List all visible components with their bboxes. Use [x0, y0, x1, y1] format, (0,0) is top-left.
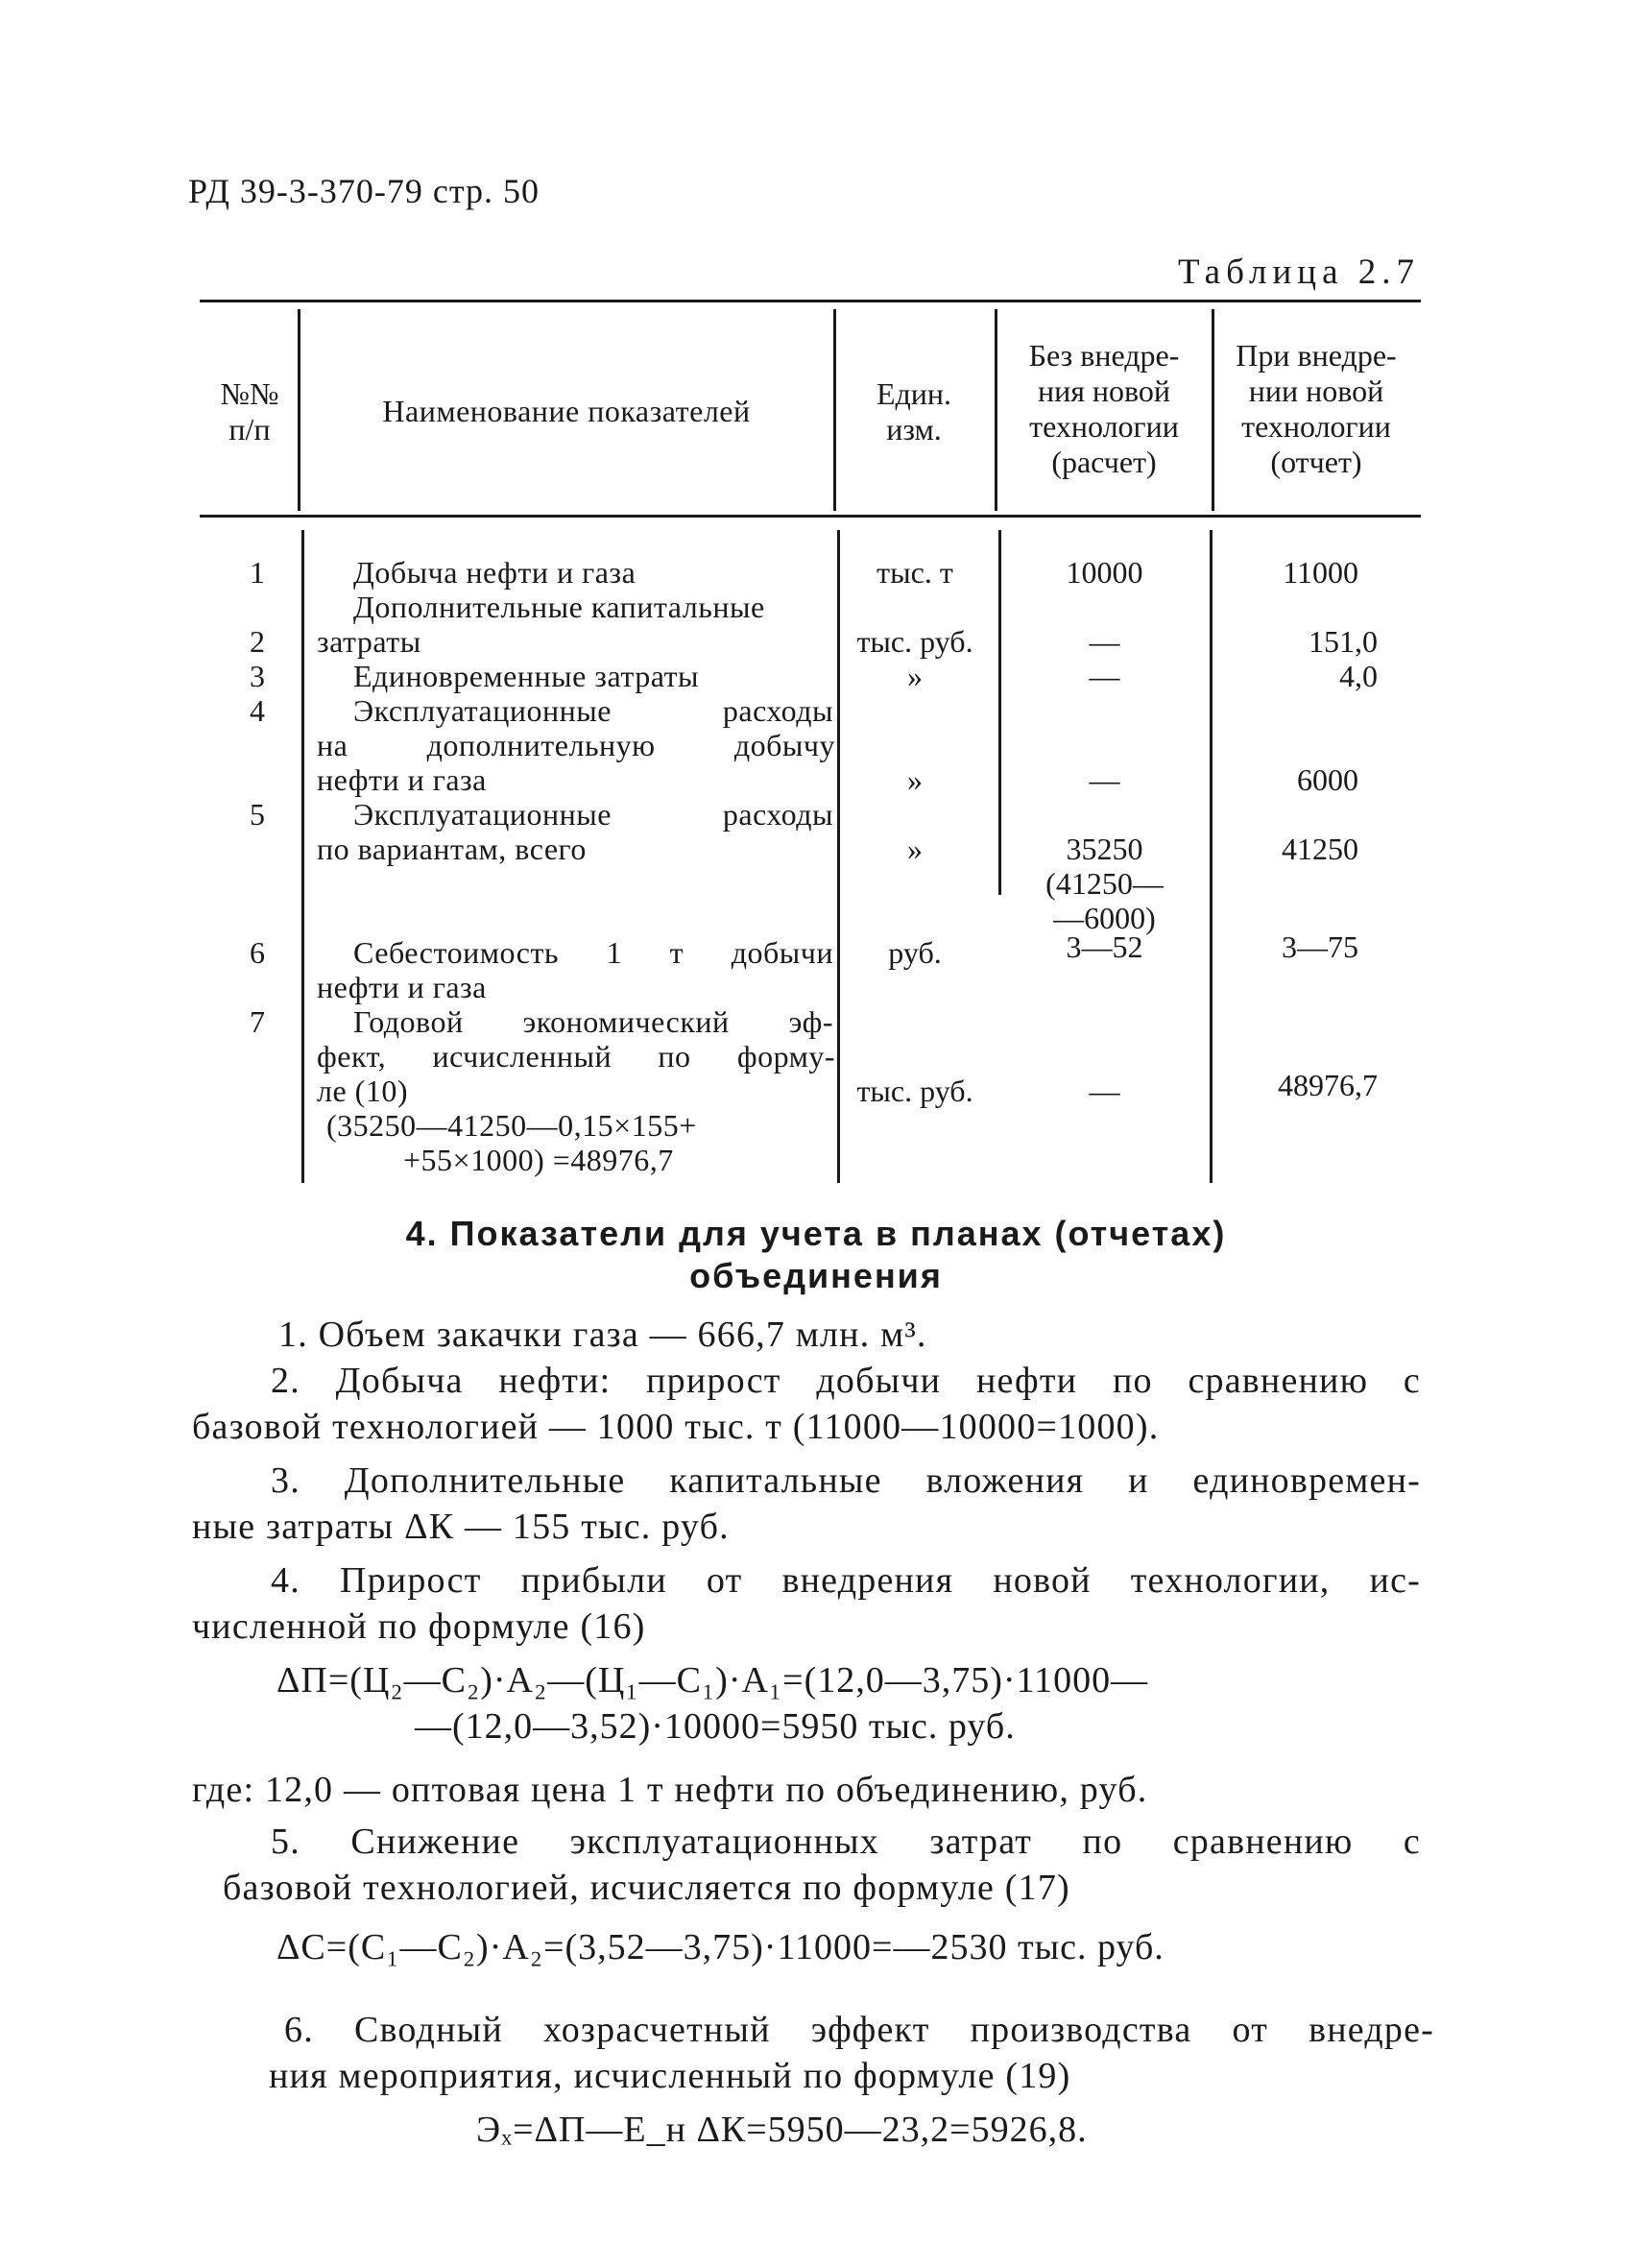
row-4-unit: » — [907, 762, 923, 797]
row-7-unit: тыс. руб. — [856, 1074, 973, 1108]
row-6-with: 3—75 — [1282, 929, 1358, 964]
section-title-line-2: объединения — [689, 1256, 943, 1295]
row-2-name-1: Дополнительные капитальные — [353, 590, 765, 624]
row-7-name-2: фект, исчисленный по форму- — [317, 1039, 835, 1074]
paragraph-5-line-2: базовой технологией, исчисляется по формуле (17) — [223, 1868, 1070, 1908]
row-6-name-1: Себестоимость 1 т добычи — [353, 935, 833, 970]
table-top-rule — [200, 300, 1421, 302]
row-4-name-2: на дополнительную добычу — [317, 728, 835, 762]
page-header: РД 39-3-370-79 стр. 50 — [188, 172, 540, 210]
row-7-name-1: Годовой экономический эф- — [353, 1004, 833, 1039]
row-4-without: — — [1089, 762, 1120, 797]
paragraph-2-line-2: базовой технологией — 1000 тыс. т (11000—10000=1000). — [192, 1407, 1160, 1447]
paragraph-4-line-2: численной по формуле (16) — [192, 1606, 646, 1647]
table-header-rule — [200, 515, 1421, 518]
paragraph-3-line-2: ные затраты ΔК — 155 тыс. руб. — [192, 1507, 730, 1547]
col-sep-1b — [301, 530, 304, 1183]
formula-1-line-2: —(12,0—3,52)·10000=5950 тыс. руб. — [415, 1706, 1016, 1747]
section-title-line-1: 4. Показатели для учета в планах (отчетах) — [405, 1214, 1227, 1253]
row-7-name-3: ле (10) — [317, 1074, 408, 1108]
header-name: Наименование показателей — [382, 394, 751, 428]
paragraph-2-line-1: 2. Добыча нефти: прирост добычи нефти по сравнению с — [271, 1361, 1421, 1401]
row-2-unit: тыс. руб. — [856, 624, 973, 659]
row-5-name-1: Эксплуатационные расходы — [353, 797, 833, 832]
row-2-with: 151,0 — [1309, 624, 1378, 659]
col-sep-3 — [995, 309, 997, 511]
row-3-without: — — [1089, 659, 1120, 693]
row-7-name-4: (35250—41250—0,15×155+ — [326, 1108, 697, 1143]
row-5-without: 35250 (41250— —6000) — [1045, 832, 1164, 935]
row-2-num: 2 — [250, 624, 265, 659]
formula-2: ΔС=(С₁—С₂)·А₂=(3,52—3,75)·11000=—2530 тыс. руб. — [276, 1927, 1165, 1967]
col-sep-4 — [1212, 309, 1214, 511]
row-1-name: Добыча нефти и газа — [353, 555, 636, 590]
row-6-without: 3—52 — [1066, 929, 1143, 964]
row-5-unit: » — [907, 832, 923, 866]
header-with: При внедре- нии новой технологии (отчет) — [1236, 338, 1397, 479]
row-3-unit: » — [907, 659, 923, 693]
row-2-name-2: затраты — [317, 624, 421, 659]
paragraph-6-line-1: 6. Сводный хозрасчетный эффект производства от внедре- — [284, 2010, 1434, 2050]
row-1-without: 10000 — [1066, 555, 1143, 590]
row-7-num: 7 — [250, 1004, 265, 1039]
row-6-num: 6 — [250, 935, 265, 970]
row-1-unit: тыс. т — [877, 555, 953, 590]
paragraph-5-line-1: 5. Снижение эксплуатационных затрат по сравнению с — [271, 1822, 1421, 1862]
header-without: Без внедре- ния новой технологии (расчет) — [1028, 338, 1180, 479]
row-4-num: 4 — [250, 693, 265, 728]
row-5-with: 41250 — [1282, 832, 1358, 866]
row-5-num: 5 — [250, 797, 265, 832]
col-sep-2 — [833, 309, 836, 511]
row-3-name: Единовременные затраты — [353, 659, 700, 693]
formula-1-line-1: ΔП=(Ц₂—С₂)·А₂—(Ц₁—С₁)·А₁=(12,0—3,75)·11000— — [276, 1660, 1149, 1701]
col-sep-1 — [298, 309, 300, 511]
row-7-with: 48976,7 — [1278, 1068, 1378, 1102]
row-6-unit: руб. — [888, 935, 942, 970]
row-7-without: — — [1089, 1074, 1120, 1108]
row-3-with: 4,0 — [1339, 659, 1378, 693]
formula-3: Эₓ=ΔП—Е_н ΔК=5950—23,2=5926,8. — [476, 2110, 1088, 2150]
paragraph-4-line-1: 4. Прирост прибыли от внедрения новой технологии, ис- — [271, 1560, 1421, 1601]
row-2-without: — — [1089, 624, 1120, 659]
row-7-name-5: +55×1000) =48976,7 — [403, 1143, 674, 1177]
row-3-num: 3 — [250, 659, 265, 693]
row-4-name-3: нефти и газа — [317, 762, 487, 797]
paragraph-3-line-1: 3. Дополнительные капитальные вложения и единовремен- — [271, 1460, 1421, 1501]
paragraph-1: 1. Объем закачки газа — 666,7 млн. м³. — [278, 1315, 927, 1355]
paragraph-6-line-2: ния мероприятия, исчисленный по формуле (19) — [269, 2056, 1071, 2096]
row-4-with: 6000 — [1297, 762, 1358, 797]
header-num: №№ п/п — [220, 376, 279, 446]
paragraph-where: где: 12,0 — оптовая цена 1 т нефти по объединению, руб. — [192, 1770, 1148, 1810]
header-unit: Един. изм. — [876, 376, 952, 446]
row-6-name-2: нефти и газа — [317, 970, 487, 1004]
row-1-num: 1 — [250, 555, 265, 590]
row-4-name-1: Эксплуатационные расходы — [353, 693, 833, 728]
table-caption: Таблица 2.7 — [1178, 253, 1420, 292]
row-5-name-2: по вариантам, всего — [317, 832, 587, 866]
row-1-with: 11000 — [1283, 555, 1358, 590]
